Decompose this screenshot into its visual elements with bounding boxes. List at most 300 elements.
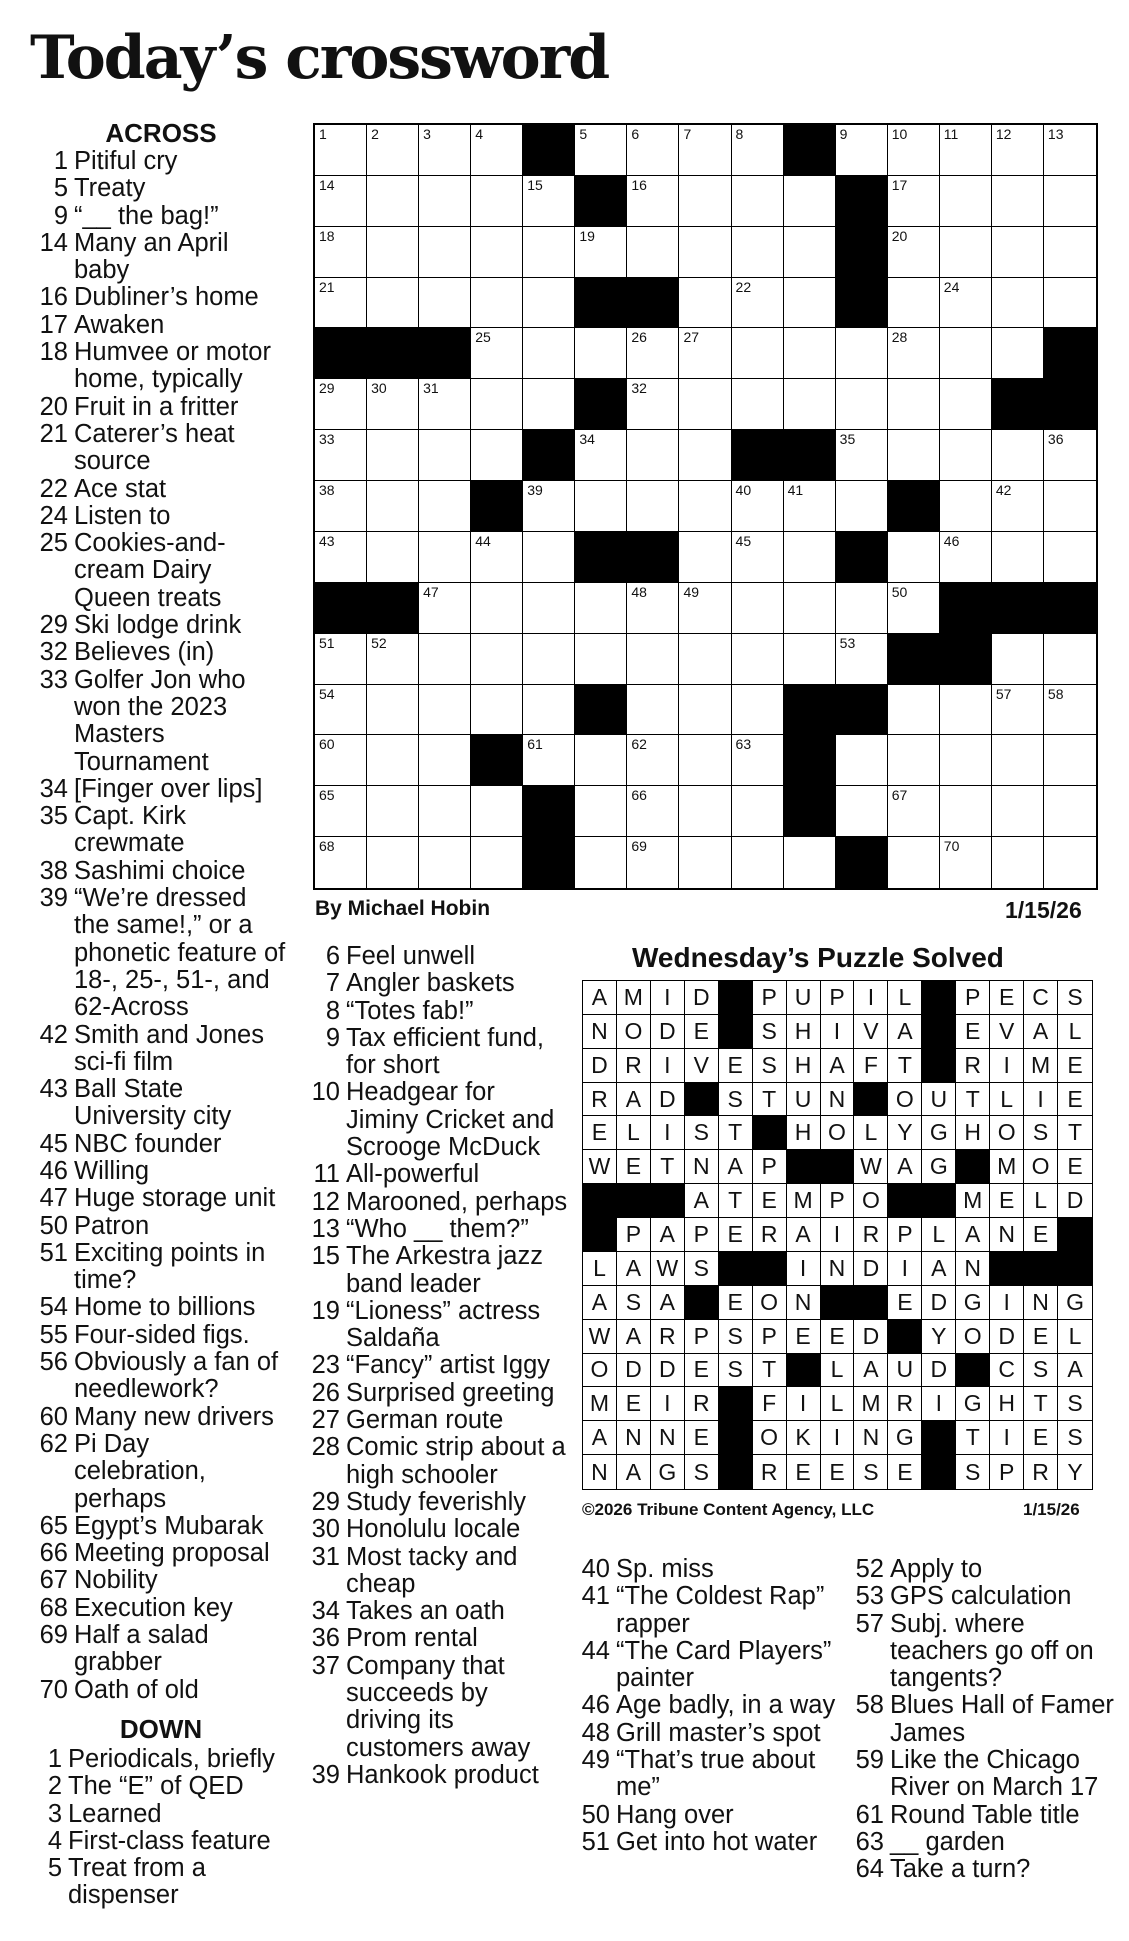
grid-square[interactable] bbox=[315, 278, 367, 329]
solution-letter: I bbox=[922, 1387, 956, 1421]
grid-square[interactable] bbox=[888, 532, 940, 583]
clue-number: 54 bbox=[39, 1293, 68, 1322]
solution-letter: M bbox=[854, 1387, 888, 1421]
black-square bbox=[784, 685, 836, 736]
solution-letter: T bbox=[888, 1049, 922, 1083]
grid-square[interactable] bbox=[523, 481, 575, 532]
grid-square[interactable] bbox=[992, 278, 1044, 329]
grid-square[interactable] bbox=[888, 379, 940, 430]
grid-square[interactable] bbox=[627, 176, 679, 227]
grid-square[interactable] bbox=[471, 786, 523, 837]
solution-letter: N bbox=[1024, 1286, 1058, 1320]
solution-letter: A bbox=[1024, 1015, 1058, 1049]
grid-square[interactable] bbox=[732, 278, 784, 329]
square-number: 65 bbox=[319, 787, 335, 804]
grid-square[interactable] bbox=[1044, 685, 1096, 736]
grid-square[interactable] bbox=[627, 481, 679, 532]
solution-black-square bbox=[854, 1083, 888, 1117]
grid-square[interactable] bbox=[315, 379, 367, 430]
grid-square[interactable] bbox=[784, 481, 836, 532]
solution-letter: A bbox=[922, 1252, 956, 1286]
grid-square[interactable] bbox=[784, 634, 836, 685]
solution-letter: A bbox=[583, 1286, 617, 1320]
grid-square[interactable] bbox=[836, 379, 888, 430]
grid-square[interactable] bbox=[784, 176, 836, 227]
grid-square[interactable] bbox=[315, 786, 367, 837]
grid-square[interactable] bbox=[471, 583, 523, 634]
grid-square[interactable] bbox=[367, 481, 419, 532]
solution-letter: E bbox=[821, 1455, 855, 1489]
grid-square[interactable] bbox=[888, 278, 940, 329]
grid-square[interactable] bbox=[992, 227, 1044, 278]
grid-square[interactable] bbox=[888, 328, 940, 379]
grid-square[interactable] bbox=[1044, 481, 1096, 532]
grid-square[interactable] bbox=[627, 837, 679, 888]
solution-letter: O bbox=[821, 1116, 855, 1150]
grid-square[interactable] bbox=[367, 735, 419, 786]
solution-black-square bbox=[651, 1184, 685, 1218]
grid-square[interactable] bbox=[732, 227, 784, 278]
grid-square[interactable] bbox=[575, 837, 627, 888]
clue-number: 53 bbox=[855, 1582, 884, 1611]
grid-square[interactable] bbox=[992, 328, 1044, 379]
grid-square[interactable] bbox=[419, 430, 471, 481]
solution-letter: H bbox=[787, 1116, 821, 1150]
grid-square[interactable] bbox=[836, 634, 888, 685]
grid-square[interactable] bbox=[1044, 125, 1096, 176]
clue-number: 64 bbox=[855, 1855, 884, 1884]
grid-square[interactable] bbox=[732, 125, 784, 176]
grid-square[interactable] bbox=[992, 837, 1044, 888]
solution-letter: T bbox=[753, 1354, 787, 1388]
grid-square[interactable] bbox=[679, 685, 731, 736]
solution-letter: E bbox=[719, 1286, 753, 1320]
grid-square[interactable] bbox=[471, 278, 523, 329]
solution-letter: I bbox=[990, 1049, 1024, 1083]
solution-letter: E bbox=[990, 981, 1024, 1015]
grid-square[interactable] bbox=[471, 685, 523, 736]
grid-square[interactable] bbox=[679, 634, 731, 685]
clue-item bbox=[36, 885, 286, 1021]
clue-text: Comic strip about a high schooler bbox=[346, 1433, 566, 1489]
black-square bbox=[784, 125, 836, 176]
grid-square[interactable] bbox=[419, 176, 471, 227]
grid-square[interactable] bbox=[419, 735, 471, 786]
grid-square[interactable] bbox=[888, 430, 940, 481]
grid-square[interactable] bbox=[732, 685, 784, 736]
clue-number: 13 bbox=[311, 1214, 340, 1243]
grid-square[interactable] bbox=[888, 176, 940, 227]
black-square bbox=[836, 227, 888, 278]
solution-black-square bbox=[888, 1184, 922, 1218]
grid-square[interactable] bbox=[784, 227, 836, 278]
grid-square[interactable] bbox=[419, 379, 471, 430]
grid-square[interactable] bbox=[315, 685, 367, 736]
grid-square[interactable] bbox=[732, 379, 784, 430]
grid-square[interactable] bbox=[1044, 735, 1096, 786]
grid-square[interactable] bbox=[315, 735, 367, 786]
grid-square[interactable] bbox=[523, 735, 575, 786]
solution-letter: D bbox=[583, 1049, 617, 1083]
grid-square[interactable] bbox=[679, 328, 731, 379]
grid-square[interactable] bbox=[575, 634, 627, 685]
grid-square[interactable] bbox=[992, 735, 1044, 786]
grid-square[interactable] bbox=[888, 125, 940, 176]
grid-square[interactable] bbox=[992, 176, 1044, 227]
grid-square[interactable] bbox=[732, 176, 784, 227]
down-clues-col2 bbox=[306, 943, 568, 1789]
solution-letter: O bbox=[1024, 1150, 1058, 1184]
grid-square[interactable] bbox=[940, 278, 992, 329]
solution-letter: A bbox=[617, 1455, 651, 1489]
grid-square[interactable] bbox=[627, 735, 679, 786]
grid-square[interactable] bbox=[315, 430, 367, 481]
grid-square[interactable] bbox=[1044, 430, 1096, 481]
grid-square[interactable] bbox=[627, 125, 679, 176]
grid-square[interactable] bbox=[732, 786, 784, 837]
solution-letter: N bbox=[854, 1421, 888, 1455]
grid-square[interactable] bbox=[1044, 634, 1096, 685]
clue-item bbox=[576, 1802, 844, 1829]
grid-square[interactable] bbox=[940, 532, 992, 583]
grid-square[interactable] bbox=[523, 532, 575, 583]
square-number: 24 bbox=[943, 278, 960, 295]
grid-square[interactable] bbox=[784, 379, 836, 430]
grid-square[interactable] bbox=[471, 430, 523, 481]
grid-square[interactable] bbox=[784, 583, 836, 634]
grid-square[interactable] bbox=[836, 430, 888, 481]
grid-square[interactable] bbox=[1044, 278, 1096, 329]
grid-square[interactable] bbox=[575, 125, 627, 176]
grid-square[interactable] bbox=[471, 837, 523, 888]
grid-square[interactable] bbox=[367, 837, 419, 888]
grid-square[interactable] bbox=[992, 786, 1044, 837]
grid-square[interactable] bbox=[732, 837, 784, 888]
grid-square[interactable] bbox=[679, 125, 731, 176]
grid-square[interactable] bbox=[575, 735, 627, 786]
grid-square[interactable] bbox=[575, 786, 627, 837]
grid-square[interactable] bbox=[992, 685, 1044, 736]
square-number: 45 bbox=[735, 532, 752, 549]
grid-square[interactable] bbox=[679, 430, 731, 481]
grid-square[interactable] bbox=[471, 227, 523, 278]
grid-square[interactable] bbox=[419, 837, 471, 888]
solution-letter: S bbox=[685, 1455, 719, 1489]
grid-square[interactable] bbox=[575, 227, 627, 278]
black-square bbox=[575, 176, 627, 227]
grid-square[interactable] bbox=[471, 532, 523, 583]
grid-square[interactable] bbox=[419, 481, 471, 532]
grid-square[interactable] bbox=[940, 685, 992, 736]
clue-item bbox=[576, 1692, 844, 1719]
square-number: 50 bbox=[891, 583, 908, 600]
solution-letter: D bbox=[651, 1083, 685, 1117]
clue-text: “Fancy” artist Iggy bbox=[346, 1351, 551, 1380]
clue-item bbox=[36, 1131, 286, 1158]
grid-square[interactable] bbox=[367, 634, 419, 685]
solution-letter: P bbox=[617, 1218, 651, 1252]
clue-text: Study feverishly bbox=[346, 1487, 526, 1516]
grid-square[interactable] bbox=[784, 328, 836, 379]
grid-square[interactable] bbox=[315, 634, 367, 685]
grid-square[interactable] bbox=[315, 125, 367, 176]
solution-date: 1/15/26 bbox=[1023, 1500, 1080, 1519]
solution-letter: H bbox=[956, 1116, 990, 1150]
clue-text: Believes (in) bbox=[74, 638, 215, 667]
clue-item bbox=[306, 1161, 568, 1188]
clue-item bbox=[36, 503, 286, 530]
grid-square[interactable] bbox=[419, 125, 471, 176]
clue-text: Cookies-and-cream Dairy Queen treats bbox=[74, 529, 226, 612]
clue-text: Company that succeeds by driving its customers away bbox=[346, 1651, 531, 1762]
grid-square[interactable] bbox=[940, 481, 992, 532]
grid-square[interactable] bbox=[523, 379, 575, 430]
grid-square[interactable] bbox=[679, 379, 731, 430]
solution-letter: N bbox=[583, 1015, 617, 1049]
grid-square[interactable] bbox=[1044, 227, 1096, 278]
solution-letter: I bbox=[651, 981, 685, 1015]
clue-number: 58 bbox=[855, 1691, 884, 1720]
grid-square[interactable] bbox=[575, 328, 627, 379]
grid-square[interactable] bbox=[575, 481, 627, 532]
clue-number: 18 bbox=[39, 338, 68, 367]
clue-text: Ace stat bbox=[74, 474, 167, 503]
grid-square[interactable] bbox=[732, 634, 784, 685]
grid-square[interactable] bbox=[836, 125, 888, 176]
grid-square[interactable] bbox=[471, 125, 523, 176]
grid-square[interactable] bbox=[627, 685, 679, 736]
grid-square[interactable] bbox=[940, 735, 992, 786]
grid-square[interactable] bbox=[419, 786, 471, 837]
grid-square[interactable] bbox=[315, 837, 367, 888]
clue-text: Periodicals, briefly bbox=[68, 1745, 275, 1773]
grid-square[interactable] bbox=[627, 786, 679, 837]
grid-square[interactable] bbox=[732, 583, 784, 634]
grid-square[interactable] bbox=[836, 328, 888, 379]
grid-square[interactable] bbox=[419, 634, 471, 685]
grid-square[interactable] bbox=[888, 227, 940, 278]
grid-square[interactable] bbox=[367, 227, 419, 278]
grid-square[interactable] bbox=[1044, 786, 1096, 837]
square-number: 51 bbox=[319, 634, 335, 651]
solution-letter: L bbox=[922, 1218, 956, 1252]
clue-number: 47 bbox=[39, 1184, 68, 1213]
grid-square[interactable] bbox=[419, 685, 471, 736]
black-square bbox=[367, 583, 419, 634]
solution-letter: T bbox=[719, 1116, 753, 1150]
clue-text: The “E” of QED bbox=[68, 1772, 244, 1801]
grid-square[interactable] bbox=[627, 634, 679, 685]
grid-square[interactable] bbox=[940, 379, 992, 430]
solution-letter: A bbox=[956, 1218, 990, 1252]
solution-letter: P bbox=[753, 1320, 787, 1354]
clue-text: Hankook product bbox=[346, 1760, 539, 1789]
grid-square[interactable] bbox=[836, 583, 888, 634]
square-number: 14 bbox=[319, 176, 335, 193]
grid-square[interactable] bbox=[888, 583, 940, 634]
clue-item bbox=[36, 175, 286, 202]
solution-letter: O bbox=[753, 1286, 787, 1320]
solution-letter: C bbox=[990, 1354, 1024, 1388]
solution-letter: A bbox=[1058, 1354, 1092, 1388]
clue-text: “Lioness” actress Saldaña bbox=[346, 1296, 541, 1353]
solution-letter: I bbox=[787, 1252, 821, 1286]
solution-letter: I bbox=[651, 1387, 685, 1421]
clue-text: Tax efficient fund, for short bbox=[346, 1023, 544, 1080]
grid-square[interactable] bbox=[523, 278, 575, 329]
grid-square[interactable] bbox=[471, 379, 523, 430]
grid-square[interactable] bbox=[784, 837, 836, 888]
clue-text: Huge storage unit bbox=[74, 1184, 276, 1213]
grid-square[interactable] bbox=[315, 481, 367, 532]
clue-text: Round Table title bbox=[890, 1800, 1080, 1829]
grid-square[interactable] bbox=[732, 532, 784, 583]
grid-square[interactable] bbox=[836, 735, 888, 786]
grid-square[interactable] bbox=[419, 278, 471, 329]
grid-square[interactable] bbox=[627, 430, 679, 481]
clue-text: Prom rental bbox=[346, 1624, 478, 1653]
solution-letter: O bbox=[753, 1421, 787, 1455]
clue-item bbox=[36, 1158, 286, 1185]
solution-letter: S bbox=[719, 1354, 753, 1388]
black-square bbox=[836, 278, 888, 329]
grid-square[interactable] bbox=[471, 634, 523, 685]
clue-item bbox=[306, 1434, 568, 1489]
grid-square[interactable] bbox=[940, 227, 992, 278]
clue-item bbox=[850, 1556, 1125, 1583]
clue-number: 39 bbox=[311, 1760, 340, 1789]
grid-square[interactable] bbox=[732, 328, 784, 379]
grid-square[interactable] bbox=[940, 125, 992, 176]
black-square bbox=[940, 634, 992, 685]
grid-square[interactable] bbox=[679, 837, 731, 888]
grid-square[interactable] bbox=[732, 735, 784, 786]
grid-square[interactable] bbox=[679, 227, 731, 278]
square-number: 48 bbox=[631, 583, 647, 600]
square-number: 2 bbox=[371, 126, 379, 142]
grid-square[interactable] bbox=[315, 176, 367, 227]
grid-square[interactable] bbox=[679, 735, 731, 786]
grid-square[interactable] bbox=[1044, 176, 1096, 227]
grid-square[interactable] bbox=[367, 125, 419, 176]
grid-square[interactable] bbox=[679, 278, 731, 329]
solution-letter: E bbox=[888, 1286, 922, 1320]
solution-letter: I bbox=[787, 1387, 821, 1421]
grid-square[interactable] bbox=[940, 176, 992, 227]
grid-square[interactable] bbox=[679, 176, 731, 227]
grid-square[interactable] bbox=[367, 532, 419, 583]
clue-text: Caterer’s heat source bbox=[74, 419, 235, 476]
grid-square[interactable] bbox=[679, 532, 731, 583]
grid-square[interactable] bbox=[419, 532, 471, 583]
grid-square[interactable] bbox=[1044, 532, 1096, 583]
grid-square[interactable] bbox=[627, 328, 679, 379]
grid-square[interactable] bbox=[992, 532, 1044, 583]
clue-number: 22 bbox=[39, 474, 68, 503]
solution-letter: A bbox=[617, 1083, 651, 1117]
grid-square[interactable] bbox=[836, 481, 888, 532]
grid-square[interactable] bbox=[627, 583, 679, 634]
grid-square[interactable] bbox=[367, 278, 419, 329]
grid-square[interactable] bbox=[367, 430, 419, 481]
solution-letter: E bbox=[1058, 1150, 1092, 1184]
clue-item bbox=[306, 943, 568, 970]
grid-square[interactable] bbox=[419, 227, 471, 278]
grid-square[interactable] bbox=[523, 227, 575, 278]
grid-square[interactable] bbox=[627, 227, 679, 278]
grid-square[interactable] bbox=[992, 481, 1044, 532]
grid-square[interactable] bbox=[784, 278, 836, 329]
grid-square[interactable] bbox=[940, 786, 992, 837]
grid-square[interactable] bbox=[940, 837, 992, 888]
solution-letter: C bbox=[1024, 981, 1058, 1015]
grid-square[interactable] bbox=[523, 328, 575, 379]
solution-black-square bbox=[685, 1083, 719, 1117]
clue-number: 1 bbox=[53, 147, 68, 175]
grid-square[interactable] bbox=[940, 328, 992, 379]
grid-square[interactable] bbox=[367, 685, 419, 736]
solution-letter: S bbox=[1058, 1421, 1092, 1455]
grid-square[interactable] bbox=[367, 786, 419, 837]
clue-item bbox=[36, 1349, 286, 1404]
grid-square[interactable] bbox=[784, 532, 836, 583]
solution-letter: E bbox=[1058, 1083, 1092, 1117]
square-number: 32 bbox=[631, 380, 647, 397]
grid-square[interactable] bbox=[992, 125, 1044, 176]
grid-square[interactable] bbox=[992, 430, 1044, 481]
grid-square[interactable] bbox=[940, 430, 992, 481]
grid-square[interactable] bbox=[367, 379, 419, 430]
grid-square[interactable] bbox=[836, 786, 888, 837]
square-number: 60 bbox=[319, 736, 335, 753]
grid-square[interactable] bbox=[471, 176, 523, 227]
grid-square[interactable] bbox=[888, 685, 940, 736]
grid-square[interactable] bbox=[471, 328, 523, 379]
solution-letter: M bbox=[956, 1184, 990, 1218]
grid-square[interactable] bbox=[367, 176, 419, 227]
solution-letter: A bbox=[651, 1218, 685, 1252]
clue-item bbox=[36, 1022, 286, 1077]
grid-square[interactable] bbox=[679, 786, 731, 837]
grid-square[interactable] bbox=[315, 227, 367, 278]
square-number: 18 bbox=[319, 227, 335, 244]
grid-square[interactable] bbox=[992, 634, 1044, 685]
grid-square[interactable] bbox=[523, 634, 575, 685]
grid-square[interactable] bbox=[888, 786, 940, 837]
grid-square[interactable] bbox=[679, 583, 731, 634]
grid-square[interactable] bbox=[888, 837, 940, 888]
solution-letter: A bbox=[888, 1150, 922, 1184]
grid-square[interactable] bbox=[1044, 837, 1096, 888]
grid-square[interactable] bbox=[315, 532, 367, 583]
clue-item bbox=[36, 1595, 286, 1622]
grid-square[interactable] bbox=[575, 583, 627, 634]
grid-square[interactable] bbox=[523, 685, 575, 736]
square-number: 39 bbox=[527, 482, 543, 499]
grid-square[interactable] bbox=[627, 379, 679, 430]
grid-square[interactable] bbox=[575, 430, 627, 481]
grid-square[interactable] bbox=[732, 481, 784, 532]
clue-item bbox=[36, 1773, 286, 1800]
grid-square[interactable] bbox=[523, 583, 575, 634]
grid-square[interactable] bbox=[419, 583, 471, 634]
page-title: Today’s crossword bbox=[30, 23, 609, 93]
grid-square[interactable] bbox=[523, 176, 575, 227]
grid-square[interactable] bbox=[888, 735, 940, 786]
clue-item bbox=[36, 1828, 286, 1855]
clue-item bbox=[36, 1746, 286, 1773]
grid-square[interactable] bbox=[679, 481, 731, 532]
